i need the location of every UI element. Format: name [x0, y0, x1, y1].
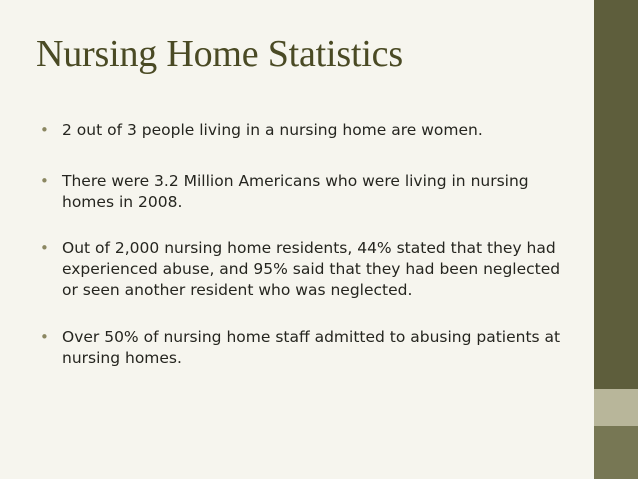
slide-title: Nursing Home Statistics [36, 33, 403, 75]
bullet-text-2: There were 3.2 Million Americans who were living in nursing homes in 2008. [62, 172, 529, 211]
bullet-item-1 [40, 120, 580, 141]
right-decorative-accent-block [594, 389, 638, 426]
right-decorative-lower-block [594, 426, 638, 479]
bullet-list [40, 120, 580, 391]
bullet-text-1: 2 out of 3 people living in a nursing home are women. [62, 121, 483, 139]
bullet-item-2 [40, 171, 580, 213]
bullet-dot-icon: • [40, 121, 49, 139]
bullet-dot-icon: • [40, 328, 49, 346]
bullet-item-4 [40, 327, 580, 369]
bullet-text-4: Over 50% of nursing home staff admitted to abusing patients at nursing homes. [62, 328, 561, 367]
bullet-dot-icon: • [40, 172, 49, 190]
bullet-item-3 [40, 238, 580, 301]
bullet-text-3: Out of 2,000 nursing home residents, 44% stated that they had experienced abuse, and 95% said that they had been neglected or seen another resident who was neglected. [62, 239, 561, 299]
bullet-dot-icon: • [40, 239, 49, 257]
